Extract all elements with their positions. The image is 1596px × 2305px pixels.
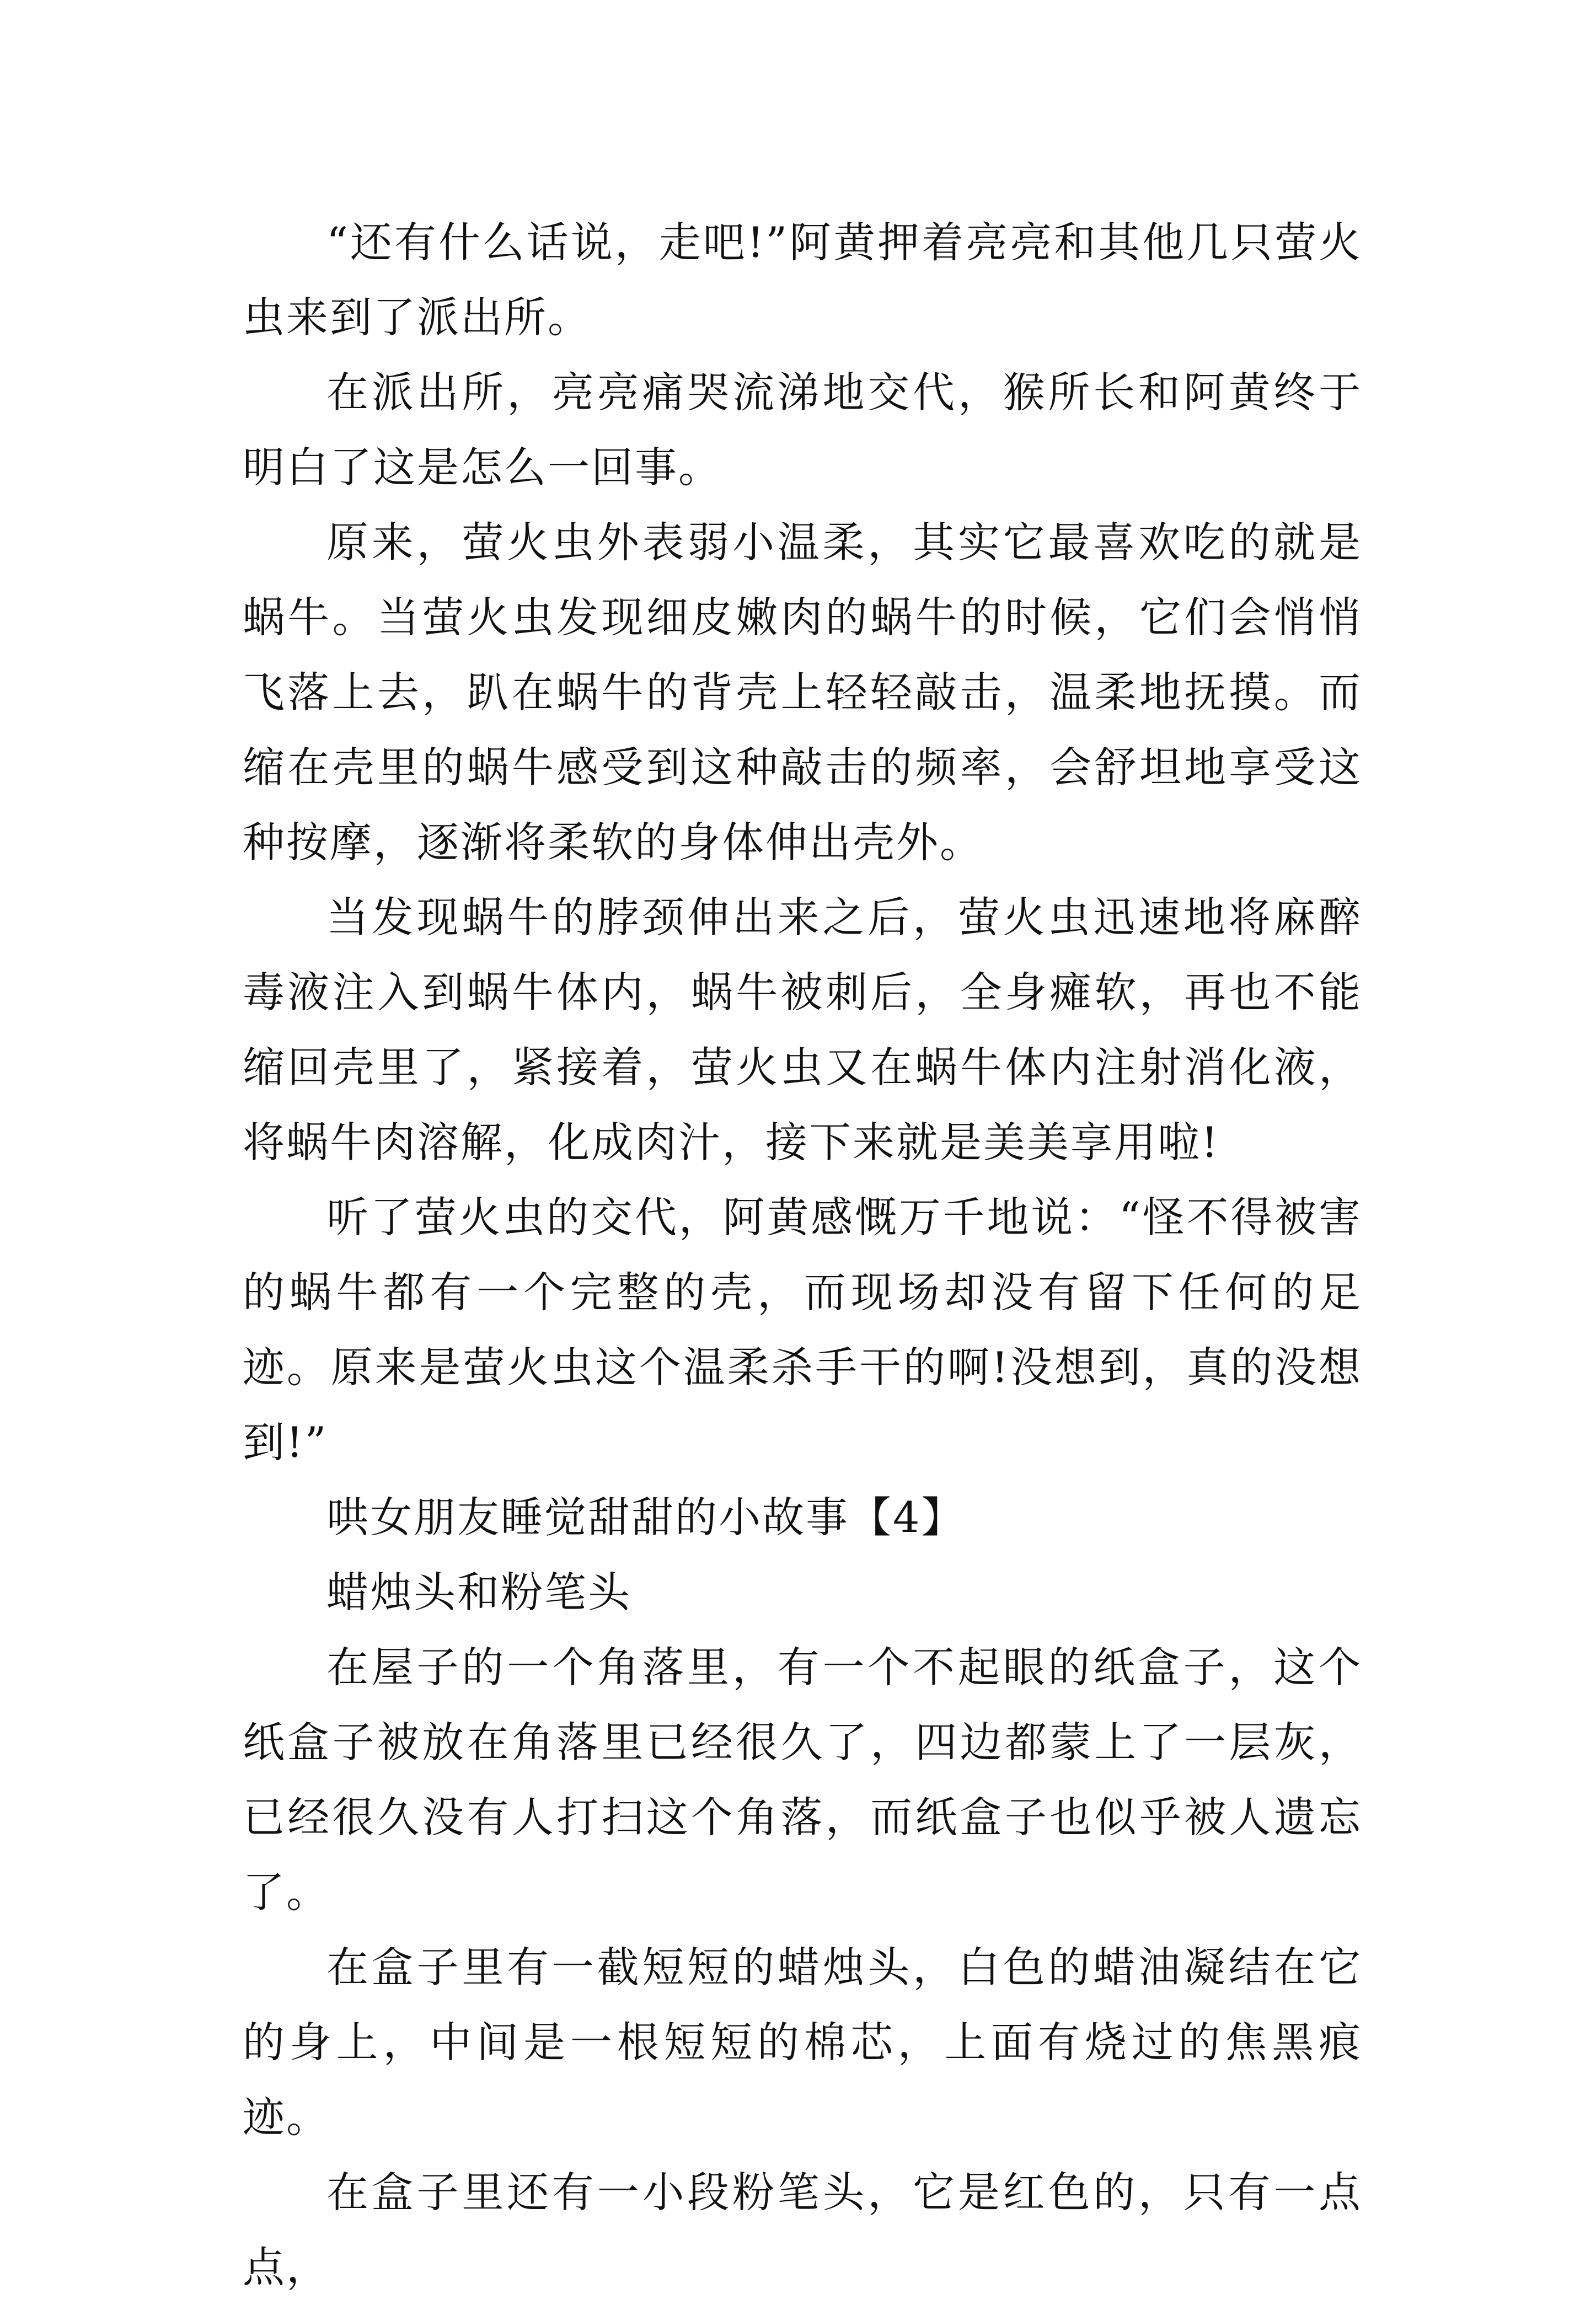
paragraph: 在盒子里还有一小段粉笔头，它是红色的，只有一点点， xyxy=(243,2168,1362,2292)
paragraph: 原来，萤火虫外表弱小温柔，其实它最喜欢吃的就是蜗牛。当萤火虫发现细皮嫩肉的蜗牛的时候，它们会悄悄飞落上去，趴在蜗牛的背壳上轻轻敲击，温柔地抚摸。而缩在壳里的蜗牛感受到这种敲击的频率，会舒坦地享受这种按摩，逐渐将柔软的身体伸出壳外。 xyxy=(243,518,1362,867)
document-body xyxy=(243,205,1362,2305)
paragraph: 在派出所，亮亮痛哭流涕地交代，猴所长和阿黄终于明白了这是怎么一回事。 xyxy=(243,368,1362,492)
section-heading: 哄女朋友睡觉甜甜的小故事【4】 xyxy=(326,1493,965,1542)
paragraph: 听了萤火虫的交代，阿黄感慨万千地说：“怪不得被害的蜗牛都有一个完整的壳，而现场却没有留下任何的足迹。原来是萤火虫这个温柔杀手干的啊!没想到，真的没想到!” xyxy=(243,1193,1362,1467)
paragraph: 在盒子里有一截短短的蜡烛头，白色的蜡油凝结在它的身上，中间是一根短短的棉芯，上面有烧过的焦黑痕迹。 xyxy=(243,1943,1362,2142)
paragraph: 当发现蜗牛的脖颈伸出来之后，萤火虫迅速地将麻醉毒液注入到蜗牛体内，蜗牛被刺后，全身瘫软，再也不能缩回壳里了，紧接着，萤火虫又在蜗牛体内注射消化液，将蜗牛肉溶解，化成肉汁，接下来就是美美享用啦! xyxy=(243,893,1362,1167)
paragraph: “还有什么话说，走吧!”阿黄押着亮亮和其他几只萤火虫来到了派出所。 xyxy=(243,218,1362,342)
paragraph: 在屋子的一个角落里，有一个不起眼的纸盒子，这个纸盒子被放在角落里已经很久了，四边都蒙上了一层灰，已经很久没有人打扫这个角落，而纸盒子也似乎被人遗忘了。 xyxy=(243,1643,1362,1917)
story-title: 蜡烛头和粉笔头 xyxy=(326,1568,631,1617)
